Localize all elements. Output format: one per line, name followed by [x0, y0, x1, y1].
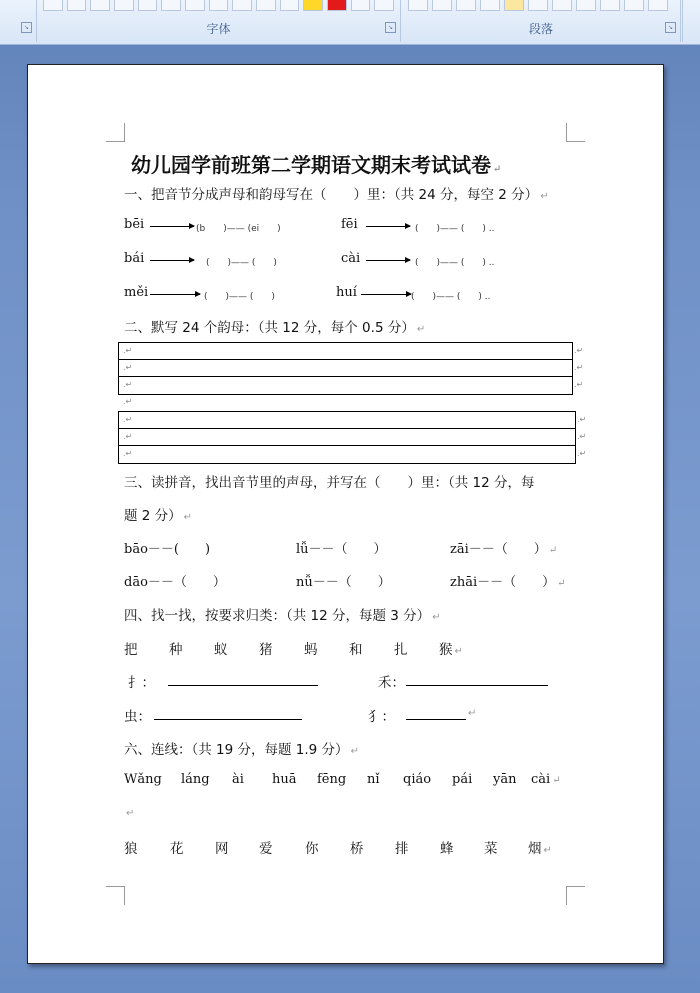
font-tool-button[interactable] [351, 0, 371, 11]
font-tool-button[interactable] [114, 0, 134, 11]
box-row-line [119, 445, 575, 446]
document-page[interactable] [27, 64, 664, 964]
paragraph-mark: .↵ [123, 397, 133, 406]
paragraph-tool-button[interactable] [432, 0, 452, 11]
pinyin-item: měi [124, 285, 149, 300]
paragraph-mark: ↵ [468, 708, 477, 719]
category-label: 犭： [368, 709, 395, 725]
paragraph-group [402, 0, 681, 42]
paragraph-mark: ↵ [126, 808, 135, 819]
font-tool-button[interactable] [43, 0, 63, 11]
answer-line[interactable] [406, 719, 466, 720]
ribbon-right-group [682, 0, 700, 42]
row-mark: .↵ [574, 363, 584, 372]
ribbon [0, 0, 700, 45]
char-item: 把 [124, 642, 138, 658]
pinyin-item: fēng [317, 772, 347, 787]
vowel-writing-box-1[interactable] [118, 342, 573, 395]
answer-line[interactable] [406, 685, 548, 686]
font-tool-button[interactable] [67, 0, 87, 11]
char-item: 扎 [394, 642, 408, 658]
margin-corner-mark [566, 886, 585, 905]
category-label: 扌： [128, 675, 155, 691]
dialog-launcher-icon[interactable]: ↘ [21, 22, 32, 33]
font-tool-button[interactable] [185, 0, 205, 11]
font-color-icon[interactable] [327, 0, 347, 11]
row-mark: .↵ [577, 449, 587, 458]
char-item: 猴 ↵ [439, 642, 463, 658]
paragraph-tool-button[interactable] [600, 0, 620, 11]
highlight-color-icon[interactable] [303, 0, 323, 11]
pinyin-item: nǐ [367, 772, 380, 787]
paragraph-tool-button[interactable] [456, 0, 476, 11]
pinyin-item: bāo－－( ) [124, 542, 211, 557]
font-tool-button[interactable] [161, 0, 181, 11]
pinyin-item: qiáo [403, 772, 432, 787]
char-item: 蚁 [214, 642, 228, 658]
font-dialog-launcher-icon[interactable]: ↘ [385, 22, 396, 33]
ribbon-left-group [0, 0, 37, 42]
char-item: 狼 [124, 841, 138, 857]
font-tool-button[interactable] [256, 0, 276, 11]
pinyin-item: zhāi－－（ ） ↵ [450, 575, 566, 590]
cell-mark: .↵ [123, 363, 133, 372]
pinyin-item: bēi [124, 217, 145, 232]
answer-blank[interactable]: (b )—— (ei ) [196, 224, 281, 234]
pinyin-item: yān [493, 772, 517, 787]
margin-corner-mark [106, 123, 125, 142]
box-row-line [119, 428, 575, 429]
paragraph-tool-button[interactable] [528, 0, 548, 11]
category-label: 禾： [378, 675, 405, 691]
font-tool-button[interactable] [280, 0, 300, 11]
font-tool-button[interactable] [232, 0, 252, 11]
box-row-line [119, 359, 572, 360]
pinyin-item: láng [181, 772, 210, 787]
font-group [37, 0, 401, 42]
arrow-icon [366, 260, 410, 261]
char-item: 你 [305, 841, 319, 857]
char-item: 菜 [484, 841, 498, 857]
pinyin-item: huā [272, 772, 297, 787]
pinyin-item: Wǎng [124, 772, 162, 787]
pinyin-item: ài [232, 772, 244, 787]
margin-corner-mark [106, 886, 125, 905]
arrow-icon [366, 226, 410, 227]
pinyin-item: huí [336, 285, 357, 300]
vowel-writing-box-2[interactable] [118, 411, 576, 464]
font-tool-button[interactable] [138, 0, 158, 11]
char-item: 爱 [259, 841, 273, 857]
arrow-icon [150, 260, 194, 261]
answer-blank[interactable]: ( )—— ( ) .. [411, 292, 491, 302]
row-mark: .↵ [574, 380, 584, 389]
paragraph-tool-button[interactable] [408, 0, 428, 11]
pinyin-item: pái [452, 772, 473, 787]
char-item: 蚂 [304, 642, 318, 658]
char-item: 花 [170, 841, 184, 857]
paragraph-group-label: 段落 [528, 22, 553, 36]
category-label: 虫： [124, 709, 151, 725]
section-1-heading: 一、把音节分成声母和韵母写在（ ）里：（共 24 分，每空 2 分） ↵ [124, 187, 549, 203]
margin-corner-mark [566, 123, 585, 142]
section-3-heading-line-1: 三、读拼音，找出音节里的声母，并写在（ ）里：（共 12 分，每 [124, 475, 535, 491]
answer-blank[interactable]: ( )—— ( ) [206, 258, 277, 268]
answer-blank[interactable]: ( )—— ( ) .. [415, 258, 495, 268]
shading-icon[interactable] [504, 0, 524, 11]
row-mark: .↵ [574, 346, 584, 355]
cell-mark: .↵ [123, 415, 133, 424]
char-item: 猪 [259, 642, 273, 658]
char-item: 烟 ↵ [528, 841, 552, 857]
char-item: 桥 [350, 841, 364, 857]
paragraph-tool-button[interactable] [624, 0, 644, 11]
paragraph-tool-button[interactable] [648, 0, 668, 11]
section-2-heading: 二、默写 24 个韵母：（共 12 分，每个 0.5 分） ↵ [124, 320, 426, 336]
paragraph-tool-button[interactable] [552, 0, 572, 11]
cell-mark: .↵ [123, 380, 133, 389]
arrow-icon [150, 294, 200, 295]
section-4-heading: 四、找一找，按要求归类：（共 12 分，每题 3 分） ↵ [124, 608, 441, 624]
row-mark: .↵ [577, 432, 587, 441]
pinyin-item: lǚ－－（ ） [296, 542, 387, 557]
char-item: 蜂 [440, 841, 454, 857]
pinyin-item: zāi－－（ ） ↵ [450, 542, 558, 557]
answer-blank[interactable]: ( )—— ( ) .. [415, 224, 495, 234]
paragraph-tool-button[interactable] [576, 0, 596, 11]
pinyin-item: cài [341, 251, 361, 266]
answer-blank[interactable]: ( )—— ( ) [204, 292, 275, 302]
section-3-heading-line-2: 题 2 分） ↵ [124, 508, 193, 524]
paragraph-dialog-launcher-icon[interactable]: ↘ [665, 22, 676, 33]
paragraph-tool-button[interactable] [480, 0, 500, 11]
char-item: 种 [169, 642, 183, 658]
char-item: 和 [349, 642, 363, 658]
arrow-icon [150, 226, 194, 227]
font-tool-button[interactable] [374, 0, 394, 11]
answer-line[interactable] [168, 685, 318, 686]
cell-mark: .↵ [123, 346, 133, 355]
font-tool-button[interactable] [90, 0, 110, 11]
cell-mark: .↵ [123, 449, 133, 458]
pinyin-item: bái [124, 251, 145, 266]
section-6-heading: 六、连线：（共 19 分，每题 1.9 分） ↵ [124, 742, 359, 758]
font-tool-button[interactable] [209, 0, 229, 11]
char-item: 排 [395, 841, 409, 857]
pinyin-item: cài ↵ [531, 772, 561, 787]
pinyin-item: fēi [341, 217, 358, 232]
arrow-icon [361, 294, 411, 295]
font-tools [43, 0, 394, 12]
pinyin-item: dāo－－（ ） [124, 575, 226, 590]
pinyin-item: nǚ－－（ ） [296, 575, 391, 590]
char-item: 网 [215, 841, 229, 857]
answer-line[interactable] [154, 719, 302, 720]
paragraph-tools [408, 0, 674, 12]
box-row-line [119, 376, 572, 377]
document-title: 幼儿园学前班第二学期语文期末考试试卷 ↵ [131, 153, 502, 177]
row-mark: .↵ [577, 415, 587, 424]
font-group-label: 字体 [206, 22, 231, 36]
cell-mark: .↵ [123, 432, 133, 441]
